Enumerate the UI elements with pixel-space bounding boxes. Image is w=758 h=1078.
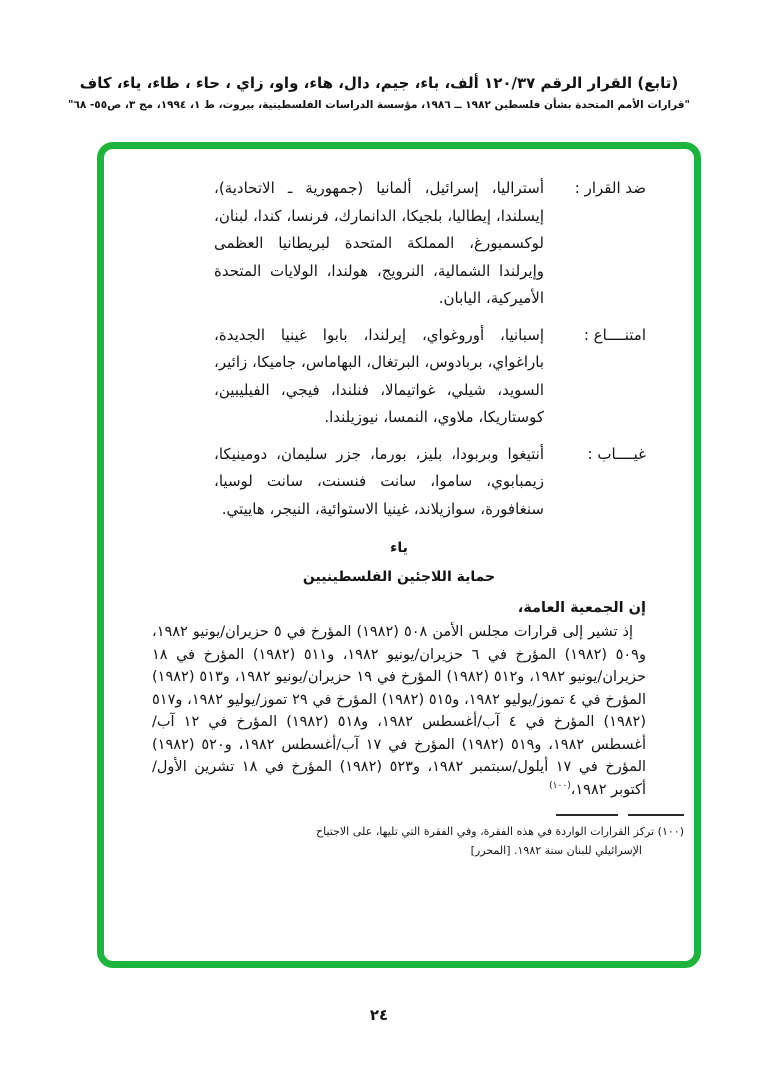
vote-against-row: [152, 175, 646, 313]
preamble-opening: إن الجمعية العامة،: [517, 600, 646, 616]
vote-against-countries: أستراليا، إسرائيل، ألمانيا (جمهورية ـ الاتحادية)، إيسلندا، إيطاليا، بلجيكا، الدانمارك، فرنسا، كندا، لبنان، لوكسمبورغ، المملكة المتحدة لبريطانيا العظمى وإيرلندا الشمالية، النرويج، هولندا، الولايات المتحدة الأميركية، اليابان.: [214, 179, 544, 307]
vote-absent-countries: أنتيغوا وبربودا، بليز، بورما، جزر سليمان، دومينيكا، زيمبابوي، ساموا، سانت فنسنت، سانت لوسيا، سنغافورة، سوازيلاند، غينيا الاستوائية، النيجر، هاييتي.: [214, 444, 544, 518]
preamble-paragraph: [152, 621, 646, 801]
vote-abstain-countries: إسبانيا، أوروغواي، إيرلندا، بابوا غينيا الجديدة، باراغواي، بربادوس، البرتغال، البهاماس، جاميكا، زائير، السويد، شيلي، غواتيمالا، فنلندا، فيجي، الفيليبين، كوستاريكا، ملاوي، النمسا، نيوزيلندا.: [214, 325, 544, 426]
vote-abstain-label: امتنــــاع :: [583, 325, 646, 344]
footnote-separator: [152, 814, 684, 816]
vote-abstain-row: [152, 322, 646, 432]
vote-absent-label: غيــــاب :: [587, 444, 646, 463]
footnote-separator-segment: [628, 814, 684, 816]
page-header: [0, 74, 758, 111]
section-letter-heading: ياء: [390, 540, 408, 556]
footnote-block: [152, 814, 684, 860]
footnote-paragraph: [316, 823, 684, 860]
footnote-reference: (١٠٠): [549, 780, 571, 791]
footnote-separator-segment: [556, 814, 618, 816]
section-title: حماية اللاجئين الفلسطينيين: [302, 569, 496, 585]
preamble-text: إذ تشير إلى قرارات مجلس الأمن ٥٠٨ (١٩٨٢) المؤرخ في ٥ حزيران/يونيو ١٩٨٢، و٥٠٩ (١٩٨٢) المؤرخ في ٦ حزيران/يونيو ١٩٨٢، و٥١١ (١٩٨٢) المؤرخ في ١٨ حزيران/يونيو ١٩٨٢، و٥١٢ (١٩٨٢) المؤرخ في ١٩ حزيران/يونيو ١٩٨٢، و٥١٣ (١٩٨٢) المؤرخ في ٤ تموز/يوليو ١٩٨٢، و٥١٥ (١٩٨٢) المؤرخ في ٢٩ تموز/يوليو ١٩٨٢، و٥١٧ (١٩٨٢) المؤرخ في ٤ آب/أغسطس ١٩٨٢، و٥١٨ (١٩٨٢) المؤرخ في ١٢ آب/أغسطس ١٩٨٢، و٥١٩ (١٩٨٢) المؤرخ في ١٧ آب/أغسطس ١٩٨٢، و٥٢٠ (١٩٨٢) المؤرخ في ١٧ أيلول/سبتمبر ١٩٨٢، و٥٢٣ (١٩٨٢) المؤرخ في ١٨ تشرين الأول/أكتوبر ١٩٨٢،: [152, 624, 647, 798]
resolution-title: (تابع) القرار الرقم ١٢٠/٣٧ ألف، باء، جيم، دال، هاء، واو، زاي ، حاء ، طاء، ياء، كاف: [79, 74, 679, 92]
page-number: ٢٤: [369, 1006, 389, 1024]
footnote-text: تركز القرارات الواردة في هذه الفقرة، وفي الفقرة التي تليها، على الاجتياح الإسرائيلي للبنان سنة ١٩٨٢. [المحرر]: [316, 825, 655, 857]
source-citation: "قرارات الأمم المتحدة بشأن فلسطين ١٩٨٢ ــ ١٩٨٦، مؤسسة الدراسات الفلسطينية، بيروت، ط ١، ١٩٩٤، مج ٣، ص٥٥- ٦٨": [67, 99, 691, 111]
document-frame: [97, 142, 701, 968]
footnote-marker: (١٠٠): [657, 825, 684, 838]
vote-absent-row: [152, 441, 646, 524]
vote-against-label: ضد القرار :: [574, 179, 646, 197]
